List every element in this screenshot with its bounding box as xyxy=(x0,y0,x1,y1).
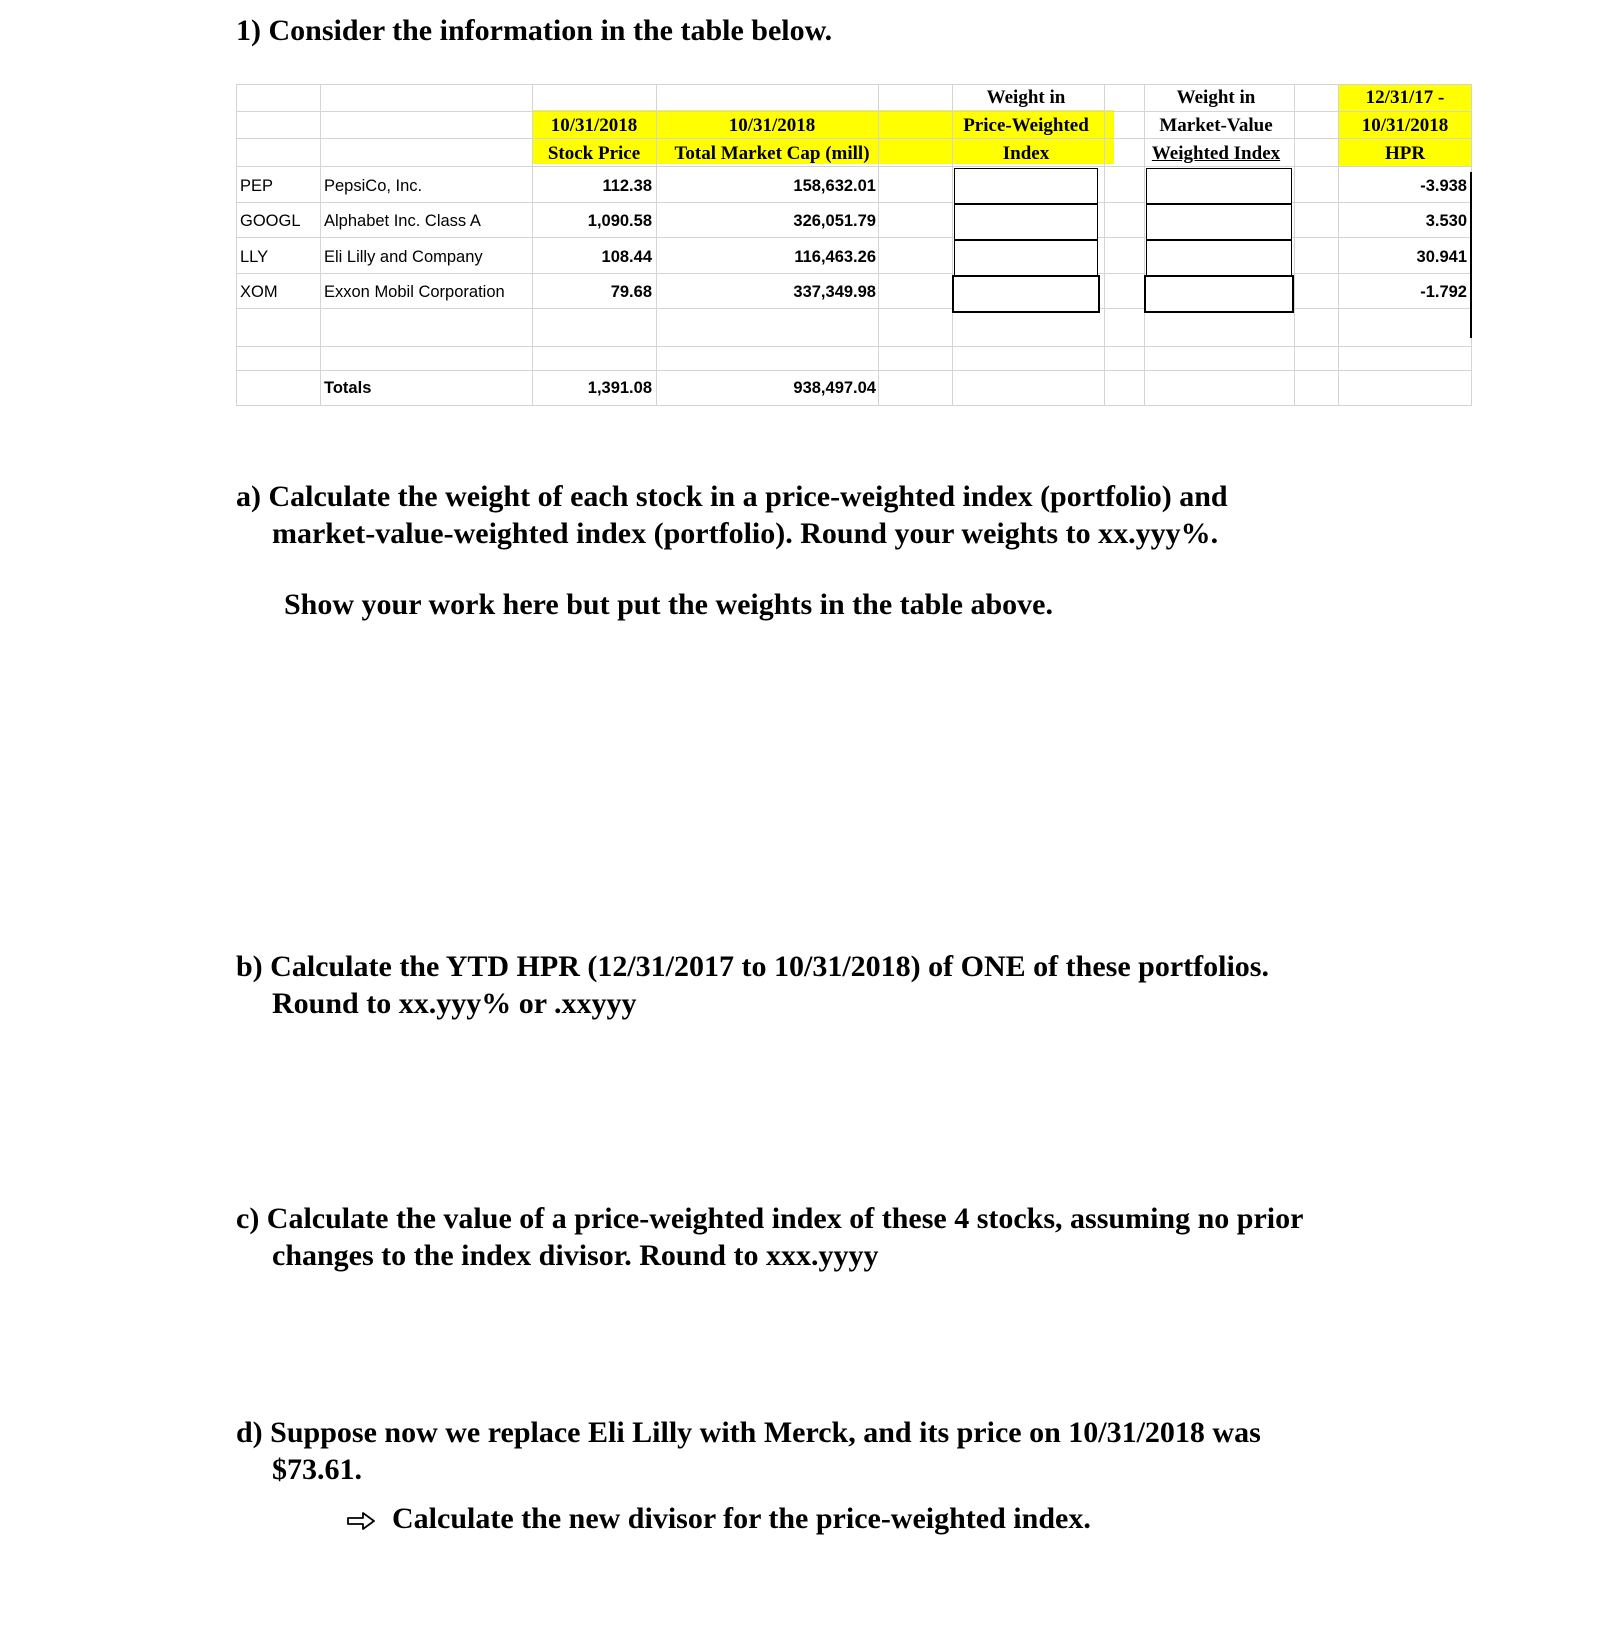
stock-table xyxy=(236,84,1472,406)
problem-heading: 1) Consider the information in the table below. xyxy=(236,14,833,47)
market-cap-cell: 326,051.79 xyxy=(793,212,876,230)
price-cell: 1,090.58 xyxy=(587,212,652,230)
totals-label: Totals xyxy=(324,379,372,397)
market-value-weight-header: Weight in Market-Value Weighted Index xyxy=(1151,87,1281,164)
price-cell: 108.44 xyxy=(601,248,652,266)
ticker-cell: PEP xyxy=(240,177,274,195)
question-a: a) Calculate the weight of each stock in a price-weighted index (portfolio) and market-value-weighted index (portfolio). Round your weights to xx.yyy%. xyxy=(236,480,1228,550)
ticker-cell: GOOGL xyxy=(240,212,301,230)
market-cap-cell: 116,463.26 xyxy=(794,248,876,266)
price-weight-input[interactable] xyxy=(954,168,1098,204)
company-name-cell: Exxon Mobil Corporation xyxy=(324,283,505,301)
price-weight-input[interactable] xyxy=(954,204,1098,240)
hpr-cell: 3.530 xyxy=(1425,212,1467,230)
question-b: b) Calculate the YTD HPR (12/31/2017 to 10/31/2018) of ONE of these portfolios. Round to xx.yyy% or .xxyyy xyxy=(236,950,1269,1020)
company-name-cell: Alphabet Inc. Class A xyxy=(324,212,481,230)
company-name-cell: Eli Lilly and Company xyxy=(324,248,483,266)
hpr-cell: -1.792 xyxy=(1420,283,1467,301)
question-a-note: Show your work here but put the weights in the table above. xyxy=(284,588,1053,621)
hpr-cell: -3.938 xyxy=(1420,177,1467,195)
hpr-cell: 30.941 xyxy=(1416,248,1467,266)
price-weight-header: Weight in Price-Weighted Index xyxy=(963,87,1089,164)
company-name-cell: PepsiCo, Inc. xyxy=(324,177,423,195)
arrow-right-icon xyxy=(346,1511,376,1531)
market-value-weight-input[interactable] xyxy=(1146,240,1292,276)
ticker-cell: XOM xyxy=(240,283,278,301)
question-d-subtask: Calculate the new divisor for the price-weighted index. xyxy=(346,1502,1091,1536)
price-cell: 79.68 xyxy=(610,283,652,301)
ticker-cell: LLY xyxy=(240,248,269,266)
total-price-cell: 1,391.08 xyxy=(587,379,652,397)
market-cap-header: 10/31/2018 Total Market Cap (mill) xyxy=(674,115,870,164)
question-d: d) Suppose now we replace Eli Lilly with Merck, and its price on 10/31/2018 was $73.61. xyxy=(236,1416,1261,1486)
market-cap-cell: 337,349.98 xyxy=(793,283,876,301)
price-cell: 112.38 xyxy=(602,177,652,195)
market-value-weight-input[interactable] xyxy=(1146,168,1292,204)
price-weight-input[interactable] xyxy=(954,240,1098,276)
market-value-weight-input[interactable] xyxy=(1146,204,1292,240)
price-header: 10/31/2018 Stock Price xyxy=(547,115,641,164)
market-value-weight-input[interactable] xyxy=(1144,275,1294,313)
question-c: c) Calculate the value of a price-weighted index of these 4 stocks, assuming no prior changes to the index divisor. Round to xxx.yyyy xyxy=(236,1202,1304,1272)
hpr-header: 12/31/17 - 10/31/2018 HPR xyxy=(1361,87,1449,164)
total-market-cap-cell: 938,497.04 xyxy=(793,379,876,397)
market-cap-cell: 158,632.01 xyxy=(793,177,876,195)
price-weight-input[interactable] xyxy=(952,275,1100,313)
